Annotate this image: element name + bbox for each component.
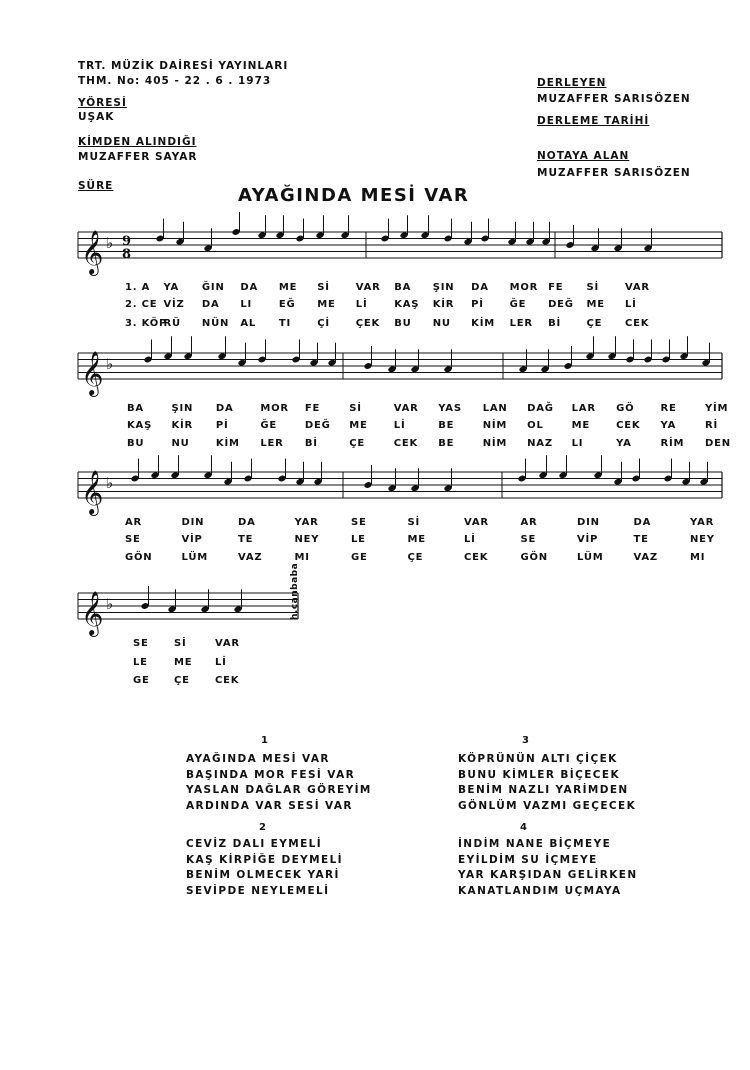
lyric-syllable: NEY xyxy=(690,534,715,545)
lyric-syllable: NİM xyxy=(482,420,508,431)
notaya-label: NOTAYA ALAN xyxy=(537,150,630,162)
lyric-syllable: LI xyxy=(571,438,584,449)
verse-line: BENİM NAZLI YARİMDEN xyxy=(458,784,629,796)
lyric-syllable: DEĞ xyxy=(548,299,574,310)
lyric-syllable: TE xyxy=(238,534,254,545)
verse-line: SEVİPDE NEYLEMELİ xyxy=(186,884,330,897)
lyric-syllable: NU xyxy=(432,318,451,329)
lyric-syllable: VAR xyxy=(215,638,240,649)
derleme-tarihi-label: DERLEME TARİHİ xyxy=(537,115,650,127)
verse-number: 3 xyxy=(522,735,529,746)
lyric-syllable: ŞIN xyxy=(432,282,455,293)
lyric-syllable: Sİ xyxy=(174,638,187,649)
lyric-syllable: Çİ xyxy=(317,318,330,329)
verse-2 xyxy=(186,837,343,899)
lyric-syllable: BE xyxy=(438,438,455,449)
verse-line: İNDİM NANE BİÇMEYE xyxy=(458,838,612,850)
lyric-syllable: ME xyxy=(349,420,368,431)
lyric-syllable: ME xyxy=(174,657,193,668)
publisher: TRT. MÜZİK DAİRESİ YAYINLARI xyxy=(78,60,289,72)
verse-line: KAŞ KİRPİĞE DEYMELİ xyxy=(186,853,343,866)
notaya-value: MUZAFFER SARISÖZEN xyxy=(537,167,691,179)
flat-icon: ♭ xyxy=(106,355,114,373)
lyric-syllable: ÇE xyxy=(407,552,424,563)
verse-number: 1 xyxy=(261,735,268,746)
lyric-syllable: SE xyxy=(125,534,141,545)
lyric-syllable: Sİ xyxy=(317,282,330,293)
lyric-syllable: LE xyxy=(133,657,148,668)
lyric-syllable: KAŞ xyxy=(127,420,153,431)
lyric-syllable: CEK xyxy=(616,420,641,431)
lyric-syllable: ÇE xyxy=(174,675,190,686)
treble-clef-icon: 𝄞 xyxy=(81,351,104,395)
lyric-syllable: TE xyxy=(633,534,649,545)
lyric-syllable: CEK xyxy=(393,438,419,449)
lyric-syllable: NAZ xyxy=(527,438,553,449)
lyric-syllable: AR xyxy=(520,517,538,528)
lyric-syllable: BE xyxy=(438,420,455,431)
lyric-syllable: RÜ xyxy=(163,318,181,329)
time-signature-bottom: 8 xyxy=(122,247,132,262)
lyric-syllable: TI xyxy=(278,318,291,329)
lyric-syllable: YİM xyxy=(705,403,729,414)
lyric-syllable: NİM xyxy=(482,438,508,449)
lyric-syllable: ÇEK xyxy=(355,318,381,329)
lyric-syllable: YAR xyxy=(294,517,319,528)
kimden-label: KİMDEN ALINDIĞI xyxy=(78,136,197,148)
verse-line: AYAĞINDA MESİ VAR xyxy=(186,753,330,765)
lyric-syllable: VAR xyxy=(355,282,381,293)
lyric-syllable: MOR xyxy=(509,282,539,293)
lyric-syllable: GE xyxy=(133,675,150,686)
lyric-syllable: NU xyxy=(171,438,190,449)
lyric-syllable: VAZ xyxy=(633,552,658,563)
treble-clef-icon: 𝄞 xyxy=(81,230,104,274)
time-signature-top: 9 xyxy=(122,234,132,249)
lyric-syllable: VİZ xyxy=(163,299,185,310)
verse-3 xyxy=(458,752,636,814)
lyric-syllable: KAŞ xyxy=(394,299,420,310)
lyric-syllable: YA xyxy=(616,438,632,449)
lyric-syllable: VAR xyxy=(393,403,419,414)
verse-line: YAR KARŞIDAN GELİRKEN xyxy=(458,869,638,881)
lyric-syllable: Lİ xyxy=(215,657,227,668)
lyric-syllable: YAS xyxy=(438,403,462,414)
lyric-syllable: Lİ xyxy=(355,299,368,310)
lyric-syllable: BA xyxy=(394,282,412,293)
verse-1 xyxy=(186,752,372,814)
lyric-syllable: DEĞ xyxy=(304,420,331,431)
lyric-syllable: DA xyxy=(238,517,256,528)
arranger-signature: h.canbaba xyxy=(290,562,300,620)
lyric-syllable: LÜM xyxy=(577,552,604,563)
lyric-syllable: ĞE xyxy=(260,420,278,431)
lyric-syllable: GÖN xyxy=(520,552,548,563)
lyric-syllable: KİR xyxy=(432,299,455,310)
verse-line: KANATLANDIM UÇMAYA xyxy=(458,884,622,897)
lyric-syllable: DA xyxy=(240,282,259,293)
lyric-syllable: AR xyxy=(125,517,143,528)
lyric-syllable: ME xyxy=(586,299,605,310)
lyric-syllable: GE xyxy=(351,552,368,563)
lyric-syllable: LER xyxy=(509,318,533,329)
lyric-syllable: AL xyxy=(240,318,257,329)
lyric-syllable: LÜM xyxy=(181,552,208,563)
lyric-syllable: OL xyxy=(527,420,544,431)
lyric-syllable: MI xyxy=(690,552,706,563)
verse-line: EYİLDİM SU İÇMEYE xyxy=(458,853,598,866)
verse-line: BAŞINDA MOR FESİ VAR xyxy=(186,768,356,781)
lyric-syllable: BU xyxy=(394,318,412,329)
lyric-syllable: NÜN xyxy=(201,318,230,329)
lyric-syllable: Lİ xyxy=(625,299,637,310)
sure-label: SÜRE xyxy=(78,180,114,192)
lyric-syllable: ĞIN xyxy=(201,282,225,293)
lyric-syllable: Lİ xyxy=(464,534,476,545)
verse-line: YASLAN DAĞLAR GÖREYİM xyxy=(186,784,372,796)
lyric-syllable: GÖN xyxy=(125,552,153,563)
verse-line: BUNU KİMLER BİÇECEK xyxy=(458,768,620,781)
lyric-syllable: GÖ xyxy=(616,403,635,414)
lyric-syllable: SE xyxy=(520,534,537,545)
lyric-syllable: Bİ xyxy=(548,318,562,329)
verse-4 xyxy=(458,837,638,899)
thm-number: THM. No: 405 - 22 . 6 . 1973 xyxy=(78,75,272,87)
verse-line: CEVİZ DALI EYMELİ xyxy=(186,838,323,850)
lyric-syllable: 1. A xyxy=(125,282,151,293)
lyric-syllable: VİP xyxy=(577,534,599,545)
lyric-syllable: ÇE xyxy=(349,438,366,449)
lyric-syllable: VAZ xyxy=(238,552,263,563)
lyric-syllable: KİR xyxy=(171,420,194,431)
lyric-syllable: VİP xyxy=(181,534,203,545)
lyric-syllable: FE xyxy=(548,282,564,293)
lyric-syllable: LAR xyxy=(571,403,596,414)
lyric-syllable: BA xyxy=(127,403,144,414)
verse-number: 2 xyxy=(259,822,266,833)
lyric-syllable: LAN xyxy=(482,403,508,414)
lyric-syllable: DA xyxy=(471,282,489,293)
lyric-syllable: Lİ xyxy=(393,420,406,431)
lyric-syllable: YAR xyxy=(690,517,715,528)
lyric-syllable: 3. KÖP xyxy=(125,318,168,329)
lyric-syllable: LI xyxy=(240,299,253,310)
verse-line: ARDINDA VAR SESİ VAR xyxy=(186,799,353,812)
lyric-syllable: MOR xyxy=(260,403,289,414)
lyric-syllable: SE xyxy=(351,517,367,528)
lyric-syllable: LER xyxy=(260,438,284,449)
lyric-syllable: ÇE xyxy=(586,318,603,329)
lyric-syllable: NEY xyxy=(294,534,320,545)
derleyen-label: DERLEYEN xyxy=(537,77,607,89)
lyric-syllable: DA xyxy=(215,403,234,414)
kimden-value: MUZAFFER SAYAR xyxy=(78,151,198,163)
lyric-syllable: FE xyxy=(304,403,321,414)
lyric-syllable: KİM xyxy=(471,318,495,329)
flat-icon: ♭ xyxy=(106,474,114,492)
lyric-syllable: Sİ xyxy=(407,517,421,528)
treble-clef-icon: 𝄞 xyxy=(81,591,104,635)
flat-icon: ♭ xyxy=(106,595,114,613)
lyric-syllable: Sİ xyxy=(349,403,362,414)
lyric-syllable: BU xyxy=(127,438,145,449)
lyric-syllable: ĞE xyxy=(509,299,527,310)
song-title: AYAĞINDA MESİ VAR xyxy=(238,185,470,206)
flat-icon: ♭ xyxy=(106,234,114,252)
lyric-syllable: YA xyxy=(660,420,677,431)
lyric-syllable: CEK xyxy=(215,675,240,686)
lyric-syllable: CEK xyxy=(625,318,650,329)
lyric-syllable: Bİ xyxy=(304,438,318,449)
lyric-syllable: SE xyxy=(133,638,149,649)
verse-line: GÖNLÜM VAZMI GEÇECEK xyxy=(458,799,637,812)
lyric-syllable: DA xyxy=(201,299,220,310)
yoresi-label: YÖRESİ xyxy=(78,97,127,109)
lyric-syllable: 2. CE xyxy=(125,299,158,310)
lyric-syllable: Rİ xyxy=(705,420,719,431)
lyric-syllable: Sİ xyxy=(586,282,600,293)
lyric-syllable: YA xyxy=(163,282,180,293)
lyric-syllable: RİM xyxy=(660,438,685,449)
lyric-syllable: ME xyxy=(278,282,298,293)
derleyen-value: MUZAFFER SARISÖZEN xyxy=(537,93,691,105)
verse-line: KÖPRÜNÜN ALTI ÇİÇEK xyxy=(458,753,618,765)
lyric-syllable: LE xyxy=(351,534,366,545)
verse-line: BENİM OLMECEK YARİ xyxy=(186,869,340,881)
lyric-syllable: Pİ xyxy=(215,420,229,431)
lyric-syllable: DA xyxy=(633,517,652,528)
lyric-syllable: CEK xyxy=(464,552,489,563)
lyric-syllable: Pİ xyxy=(471,299,484,310)
lyric-syllable: DAĞ xyxy=(527,403,554,414)
lyric-syllable: DEN xyxy=(705,438,731,449)
lyric-syllable: ŞIN xyxy=(171,403,194,414)
lyric-syllable: VAR xyxy=(625,282,650,293)
lyric-syllable: DIN xyxy=(577,517,600,528)
lyric-syllable: ME xyxy=(407,534,426,545)
lyric-syllable: KİM xyxy=(215,438,240,449)
lyric-syllable: DIN xyxy=(181,517,205,528)
treble-clef-icon: 𝄞 xyxy=(81,470,104,514)
lyric-syllable: VAR xyxy=(464,517,489,528)
lyric-syllable: EĞ xyxy=(278,299,296,310)
lyric-syllable: ME xyxy=(317,299,336,310)
lyric-syllable: ME xyxy=(571,420,590,431)
verse-number: 4 xyxy=(520,822,527,833)
lyric-syllable: MI xyxy=(294,552,310,563)
yoresi-value: UŞAK xyxy=(78,111,115,123)
lyric-syllable: RE xyxy=(660,403,677,414)
